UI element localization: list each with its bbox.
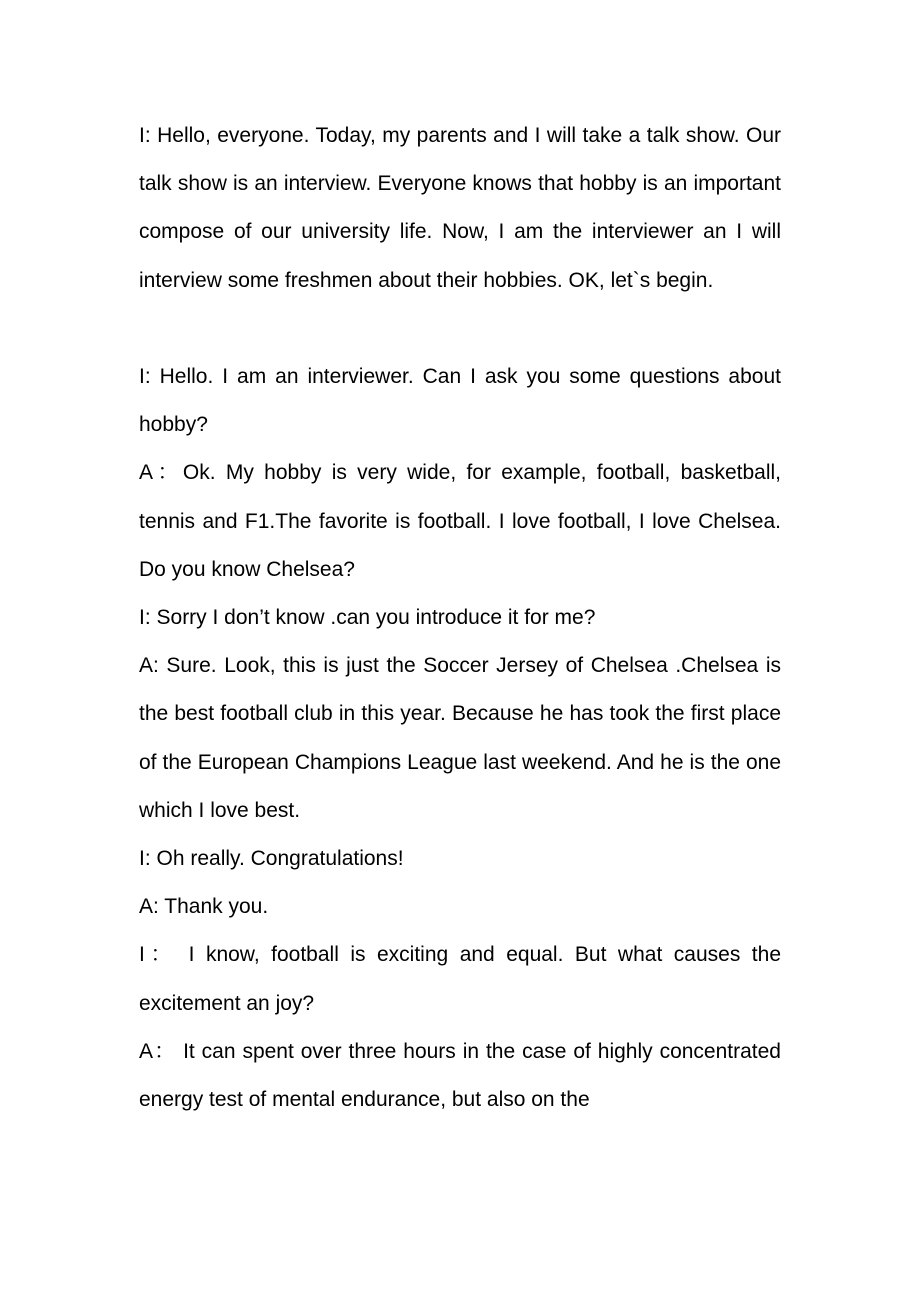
dialogue-line: A: Sure. Look, this is just the Soccer Jersey of Chelsea .Chelsea is the best football club in this year. Because he has took the first place of the European Champions League last weekend. And he is the one which I love best. [139, 654, 781, 822]
dialogue-line: I: Oh really. Congratulations! [139, 847, 404, 871]
dialogue-line: I: Hello. I am an interviewer. Can I ask you some questions about hobby? [139, 365, 781, 437]
dialogue-line: A：Ok. My hobby is very wide, for example, football, basketball, tennis and F1.The favorite is football. I love football, I love Chelsea. Do you know Chelsea? [139, 461, 781, 581]
dialogue-line: A: Thank you. [139, 895, 269, 919]
dialogue-line: I: Sorry I don’t know .can you introduce it for me? [139, 606, 596, 630]
dialogue-line: I： I know, football is exciting and equal. But what causes the excitement an joy? [139, 943, 781, 1015]
document-body [139, 112, 781, 1124]
intro-paragraph: I: Hello, everyone. Today, my parents and I will take a talk show. Our talk show is an interview. Everyone knows that hobby is an important compose of our university life. Now, I am the interviewer an I will interview some freshmen about their hobbies. OK, let`s begin. [139, 124, 781, 292]
dialogue-line: A： It can spent over three hours in the case of highly concentrated energy test of mental endurance, but also on the [139, 1039, 781, 1112]
